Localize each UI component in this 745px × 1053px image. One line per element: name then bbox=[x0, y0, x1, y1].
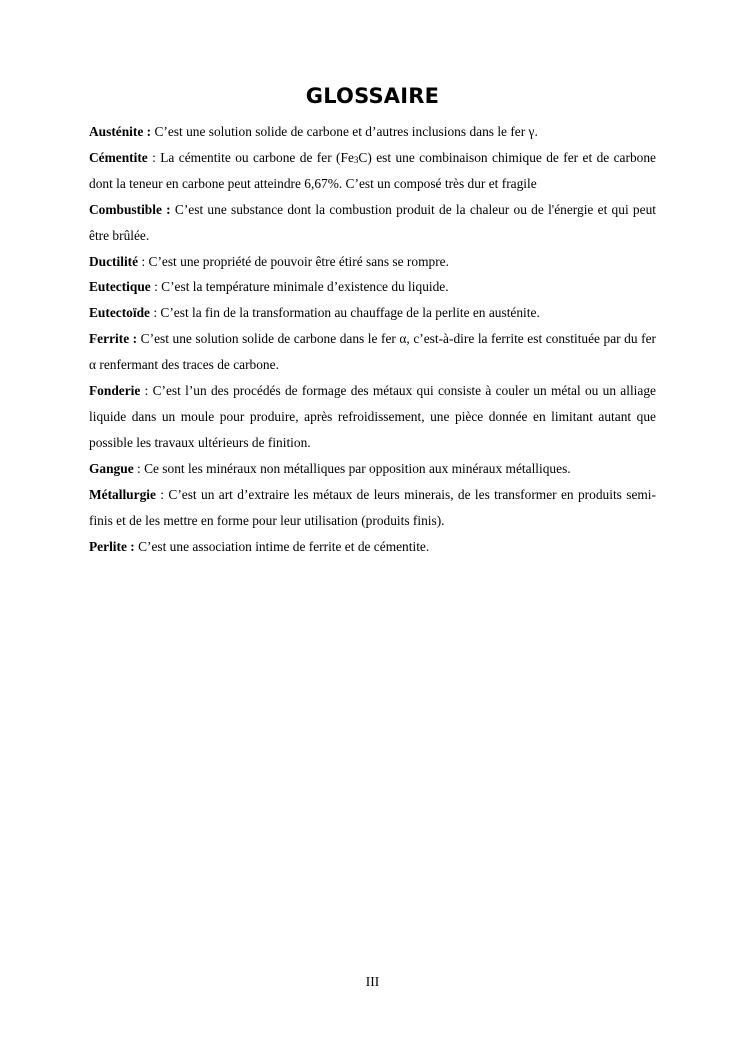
glossary-entry-eutectoide bbox=[89, 300, 656, 326]
glossary-list bbox=[89, 119, 656, 559]
glossary-entry-gangue bbox=[89, 456, 656, 482]
glossary-term: Métallurgie bbox=[89, 486, 156, 502]
glossary-entry-eutectique bbox=[89, 274, 656, 300]
glossary-definition: C’est une solution solide de carbone et d’autres inclusions dans le fer γ. bbox=[151, 124, 538, 139]
glossary-entry-ductilite bbox=[89, 249, 656, 275]
glossary-definition: C’est une solution solide de carbone dans le fer α, c’est-à-dire la ferrite est constituée par du fer α renfermant des traces de carbone. bbox=[89, 331, 656, 373]
glossary-definition: : C’est la température minimale d’existence du liquide. bbox=[150, 279, 449, 295]
glossary-definition: : La cémentite ou carbone de fer (Fe bbox=[147, 149, 354, 165]
glossary-term: Combustible : bbox=[89, 201, 171, 217]
glossary-definition: C’est une substance dont la combustion produit de la chaleur ou de l'énergie et qui peut être brûlée. bbox=[89, 201, 656, 243]
glossary-definition: : C’est un art d’extraire les métaux de leurs minerais, de les transformer en produits semi-finis et de les mettre en forme pour leur utilisation (produits finis). bbox=[89, 486, 656, 528]
glossary-entry-austenite bbox=[89, 119, 656, 145]
page-number: III bbox=[365, 974, 380, 989]
glossary-entry-perlite bbox=[89, 534, 656, 560]
glossary-term: Ferrite : bbox=[89, 331, 138, 347]
glossary-entry-fonderie bbox=[89, 378, 656, 456]
glossary-term: Perlite : bbox=[89, 538, 135, 554]
glossary-entry-cementite bbox=[89, 145, 656, 197]
glossary-term: Ductilité bbox=[89, 253, 139, 269]
glossary-definition: : C’est la fin de la transformation au chauffage de la perlite en austénite. bbox=[150, 305, 540, 321]
glossary-term: Eutectique bbox=[89, 279, 151, 295]
glossary-term: Eutectoïde bbox=[89, 305, 150, 321]
page-title: GLOSSAIRE bbox=[305, 84, 440, 108]
glossary-entry-ferrite bbox=[89, 326, 656, 378]
glossary-term: Austénite : bbox=[89, 124, 152, 139]
glossary-term: Fonderie bbox=[89, 383, 141, 399]
glossary-entry-combustible bbox=[89, 197, 656, 249]
formula-subscript: 3 bbox=[353, 154, 359, 165]
glossary-definition: : C’est une propriété de pouvoir être étiré sans se rompre. bbox=[138, 253, 449, 269]
glossary-definition: : C’est l’un des procédés de formage des métaux qui consiste à couler un métal ou un alliage liquide dans un moule pour produire, après refroidissement, une pièce donnée en limitant autant que possible les travaux ultérieurs de finition. bbox=[89, 383, 656, 450]
glossary-term: Gangue bbox=[89, 460, 134, 476]
glossary-term: Cémentite bbox=[89, 149, 148, 165]
glossary-entry-metallurgie bbox=[89, 482, 656, 534]
glossary-definition: C’est une association intime de ferrite et de cémentite. bbox=[134, 538, 430, 554]
glossary-definition: : Ce sont les minéraux non métalliques par opposition aux minéraux métalliques. bbox=[133, 460, 571, 476]
glossary-definition-continued: C) est une combinaison chimique de fer et de carbone dont la teneur en carbone peut atteindre 6,67%. C’est un composé très dur et fragile bbox=[89, 149, 656, 191]
